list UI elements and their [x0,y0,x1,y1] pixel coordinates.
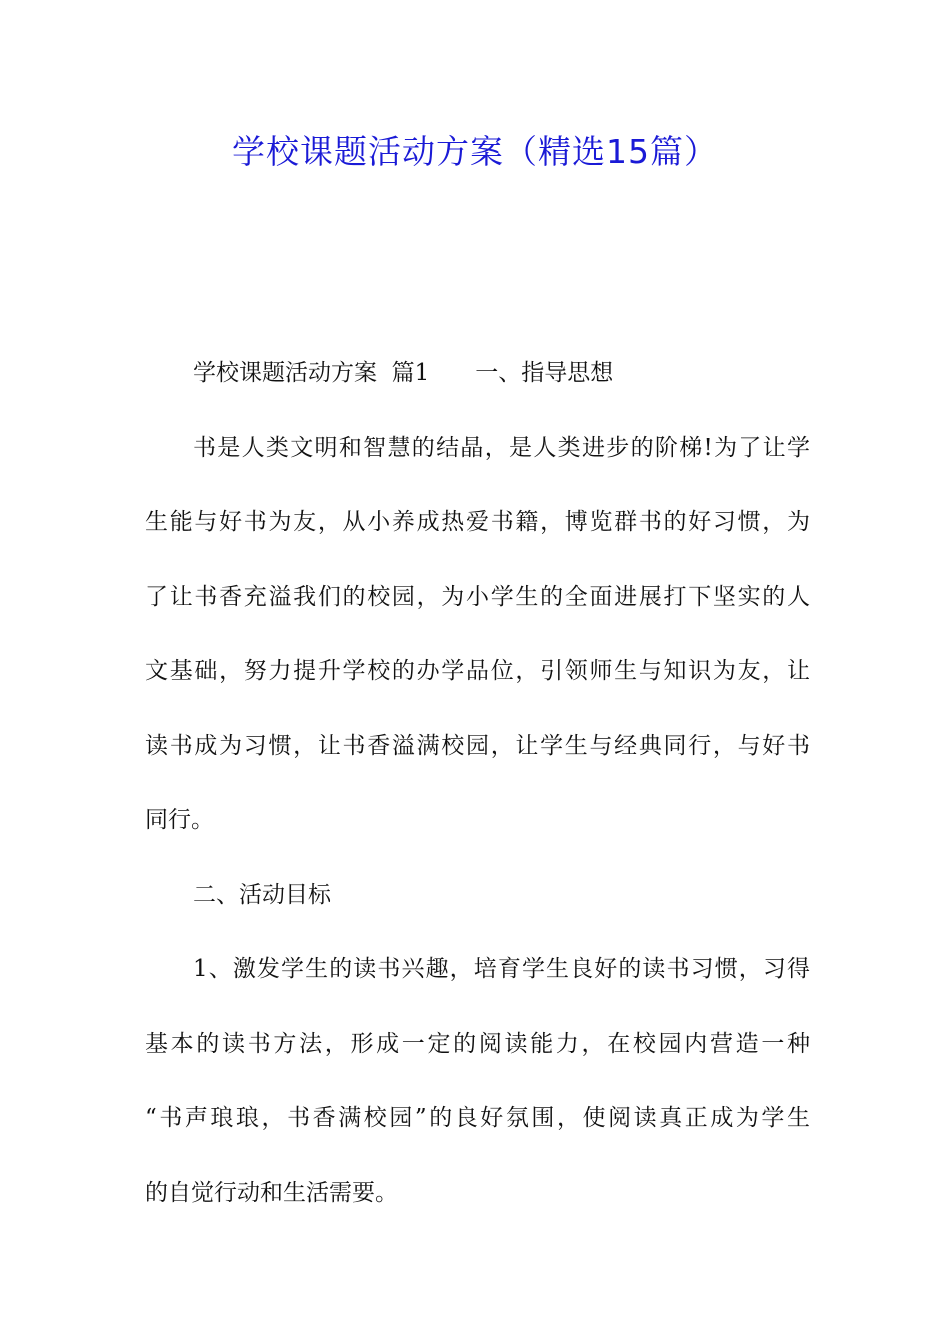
paragraph-line: 同行。 [145,807,214,833]
section-heading-line [145,336,810,411]
document-body [145,336,810,1230]
paragraph-line: 1、激发学生的读书兴趣，培育学生良好的读书习惯，习得 [193,956,810,982]
paragraph-goal-1 [145,932,810,1230]
paragraph-line: 基本的读书方法，形成一定的阅读能力，在校园内营造一种 [145,1030,810,1057]
paragraph-line: 文基础，努力提升学校的办学品位，引领师生与知识为友，让 [145,658,810,684]
heading-activity-goals: 二、活动目标 [193,881,331,908]
paragraph-line: 了让书香充溢我们的校园，为小学生的全面进展打下坚实的人 [145,583,810,610]
paragraph-line: 生能与好书为友，从小养成热爱书籍，博览群书的好习惯，为 [145,509,810,535]
sub-heading: 一、指导思想 [475,360,614,386]
paragraph-line: 读书成为习惯，让书香溢满校园，让学生与经典同行，与好书 [145,732,810,759]
section-label: 学校课题活动方案 篇1 [193,360,430,386]
document-title: 学校课题活动方案（精选15篇） [232,132,718,171]
paragraph-line: 书是人类文明和智慧的结晶，是人类进步的阶梯!为了让学 [193,434,810,461]
paragraph-line: “书声琅琅，书香满校园”的良好氛围，使阅读真正成为学生 [145,1105,810,1131]
paragraph-guiding-ideology [145,411,810,858]
paragraph-line: 的自觉行动和生活需要。 [145,1179,398,1206]
